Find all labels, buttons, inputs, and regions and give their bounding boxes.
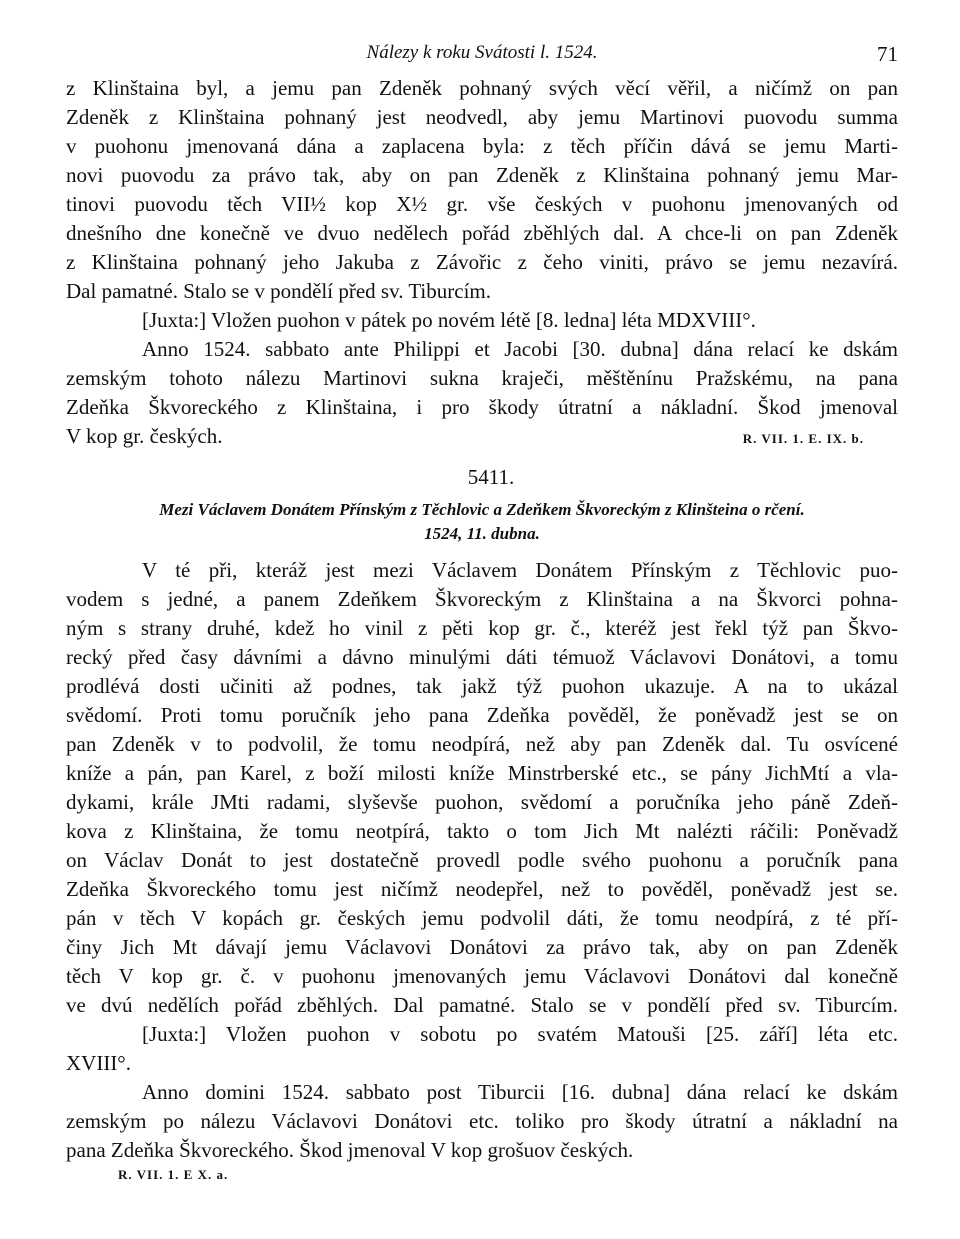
anno-line: V kop gr. českých. [66,424,223,448]
text-line: V té při, kteráž jest mezi Václavem Donátem Přínským z Těchlovic puo- [142,558,898,582]
text-line: z Klinštaina byl, a jemu pan Zdeněk pohnaný svých věcí věřil, a ničímž on pan [66,76,898,100]
juxta-note: [Juxta:] Vložen puohon v pátek po novém létě [8. ledna] léta MDXVIII°. [142,308,756,332]
text-line: prodlévá dosti učiniti až podnes, tak jakž týž puohon ukazuje. A na to ukázal [66,674,898,698]
text-line: svědomí. Proti tomu poručník jeho pana Zdeňka pověděl, že poněvadž jest se on [66,703,898,727]
anno-line: zemským tohoto nálezu Martinovi sukna kraječi, měštěnínu Pražskému, na pana [66,366,898,390]
text-line: vodem s jedné, a panem Zdeňkem Škvoreckým z Klinštaina a na Škvorci pohna- [66,587,898,611]
text-line: v puohonu jmenovaná dána a zaplacena byla: z těch příčin dává se jemu Marti- [66,134,898,158]
entry-heading [66,498,898,546]
text-line: kova z Klinštaina, že tomu neotpírá, takto o tom Jich Mt nalézti ráčili: Poněvadž [66,819,898,843]
text-line: z Klinštaina pohnaný jeho Jakuba z Závořic z čeho viniti, právo se jemu nezavírá. [66,250,898,274]
juxta-note: XVIII°. [66,1051,131,1075]
anno-last-row [66,422,898,453]
document-page [66,34,898,1183]
page-number: 71 [877,42,898,66]
text-line: ným s strany druhé, kdež ho vinil z pěti kop gr. č., kteréž jest řekl týž pan Škvo- [66,616,898,640]
text-line: činy Jich Mt dávají jemu Václavovi Donátovi za právo tak, aby on pan Zdeněk [66,935,898,959]
anno-line: pana Zdeňka Škvoreckého. Škod jmenoval V kop grošuov českých. [66,1138,634,1162]
text-line: recký před časy dávními a dávno minulými dáti témuož Václavovi Donátovi, a tomu [66,645,898,669]
entry-number: 5411. [467,465,515,489]
entry-heading-date: 1524, 11. dubna. [424,524,540,543]
text-line: Zdeněk z Klinštaina pohnaný jest neodvedl, aby jemu Martinovi puovodu summa [66,105,898,129]
text-line: pan Zdeněk v to podvolil, že tomu neodpírá, než aby pan Zdeněk dal. Tu osvícené [66,732,898,756]
running-head [66,34,898,74]
entry-heading-title: Mezi Václavem Donátem Přínským z Těchlovic a Zdeňkem Škvoreckým z Klinšteina o rčení. [159,500,805,519]
anno-line: Anno domini 1524. sabbato post Tiburcii [16. dubna] dána relací ke dskám [142,1080,898,1104]
anno-line: zemským po nálezu Václavovi Donátovi etc. toliko pro škody útratní a nákladní na [66,1109,898,1133]
text-line: kníže a pán, pan Karel, z boží milosti kníže Minstrberské etc., se pány JichMtí a vla- [66,761,898,785]
archive-reference: R. VII. 1. E. IX. b. [742,431,864,446]
text-line: těch V kop gr. č. v puohonu jmenovaných jemu Václavovi Donátovi dal konečně [66,964,898,988]
juxta-note: [Juxta:] Vložen puohon v sobotu po svatém Matouši [25. září] léta etc. [142,1022,898,1046]
text-line: Zdeňka Škvoreckého tomu jest ničímž neodepřel, než to pověděl, poněvadž jest se. [66,877,898,901]
text-line: novi puovodu za právo tak, aby on pan Zdeněk z Klinštaina pohnaný jemu Mar- [66,163,898,187]
anno-line: Zdeňka Škvoreckého z Klinštaina, i pro škody útratní a nákladní. Škod jmenoval [66,395,898,419]
running-title: Nálezy k roku Svátosti l. 1524. [366,42,598,63]
text-line: on Václav Donát to jest dostatečně provedl podle svého puohonu a poručník pana [66,848,898,872]
section-5410-ending [66,74,898,453]
text-line: pán v těch V kopách gr. českých jemu podvolil dáti, že tomu neodpírá, z té pří- [66,906,898,930]
text-line: dykami, krále JMti radami, slyševše puohon, svědomí a poručníka jeho páně Zdeň- [66,790,898,814]
anno-line: Anno 1524. sabbato ante Philippi et Jacobi [30. dubna] dána relací ke dskám [142,337,898,361]
text-line: dnešního dne konečně ve dvuo nedělech pořád zběhlých dal. A chce-li on pan Zdeněk [66,221,898,245]
text-line: Dal pamatné. Stalo se v pondělí před sv. Tiburcím. [66,279,492,303]
section-5411-body [66,556,898,1183]
text-line: ve dvú nedělích pořád zběhlých. Dal pamatné. Stalo se v pondělí před sv. Tiburcím. [66,993,898,1017]
text-line: tinovi puovodu těch VII½ kop X½ gr. vše českých v puohonu jmenovaných od [66,192,898,216]
archive-reference: R. VII. 1. E X. a. [118,1167,229,1182]
